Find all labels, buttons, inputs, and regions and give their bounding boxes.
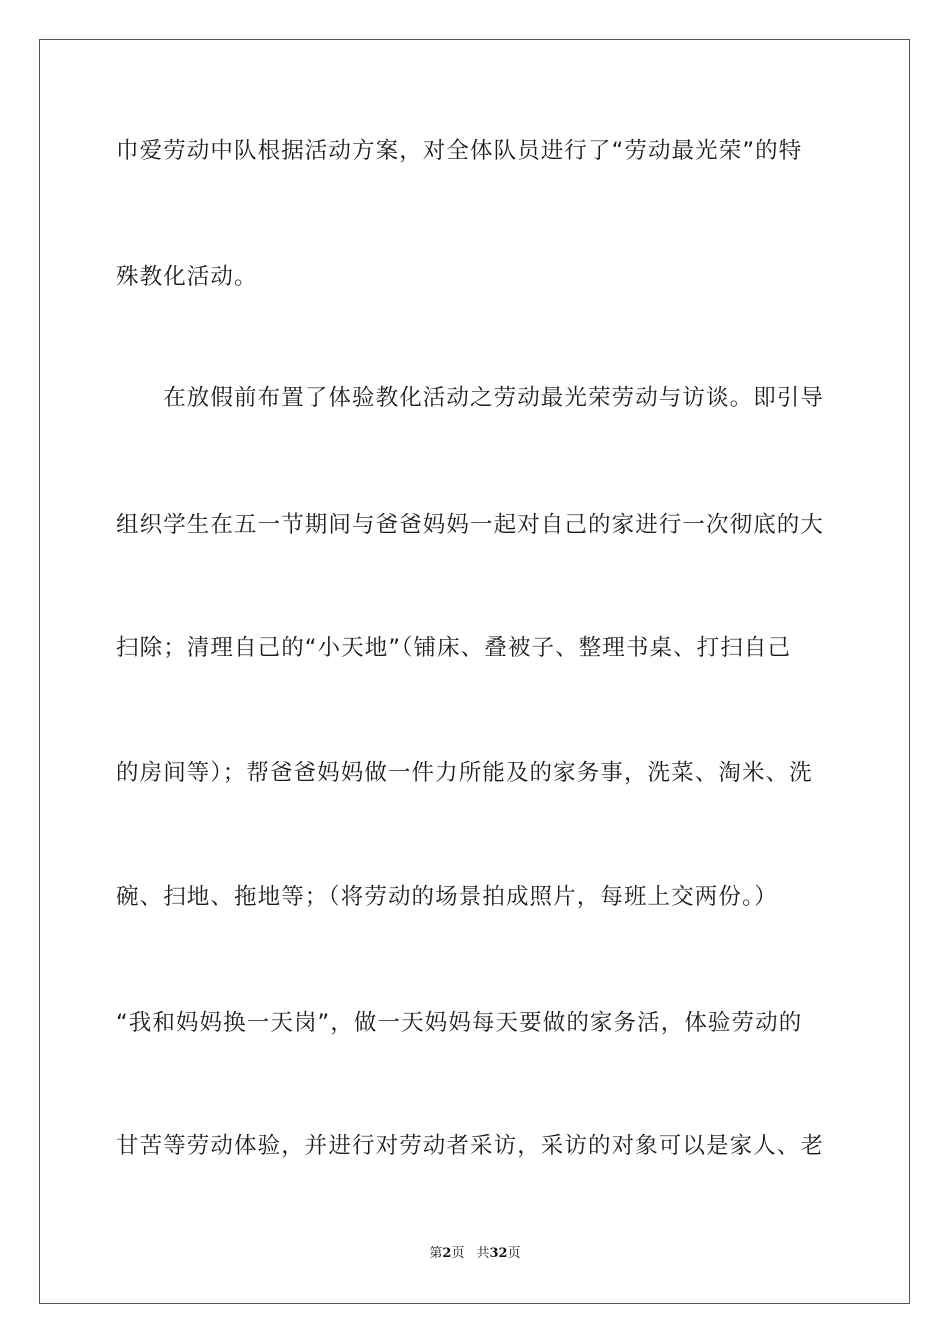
page-footer — [0, 1245, 950, 1263]
text-line: 的房间等）；帮爸爸妈妈做一件力所能及的家务事，洗菜、淘米、洗 — [116, 760, 813, 786]
page-border — [39, 39, 910, 1304]
page-prefix: 第 — [429, 1246, 443, 1261]
text-line: 巾爱劳动中队根据活动方案，对全体队员进行了“劳动最光荣”的特 — [116, 138, 803, 164]
text-line: 在放假前布置了体验教化活动之劳动最光荣劳动与访谈。即引导 — [116, 385, 825, 411]
text-line: 甘苦等劳动体验，并进行对劳动者采访，采访的对象可以是家人、老 — [116, 1133, 825, 1159]
text-line: “我和妈妈换一天岗”，做一天妈妈每天要做的家务活，体验劳动的 — [116, 1010, 803, 1036]
text-line: 扫除；清理自己的“小天地”（铺床、叠被子、整理书桌、打扫自己 — [116, 635, 792, 661]
total-suffix: 页 — [507, 1246, 521, 1261]
text-line: 碗、扫地、拖地等；（将劳动的场景拍成照片，每班上交两份。） — [116, 884, 778, 910]
page-suffix: 页 — [451, 1246, 465, 1261]
total-prefix: 共 — [476, 1246, 490, 1261]
total-pages: 32 — [489, 1246, 508, 1261]
page-number: 2 — [442, 1246, 452, 1261]
text-line: 组织学生在五一节期间与爸爸妈妈一起对自己的家进行一次彻底的大 — [116, 512, 825, 538]
text-line: 殊教化活动。 — [116, 264, 258, 290]
